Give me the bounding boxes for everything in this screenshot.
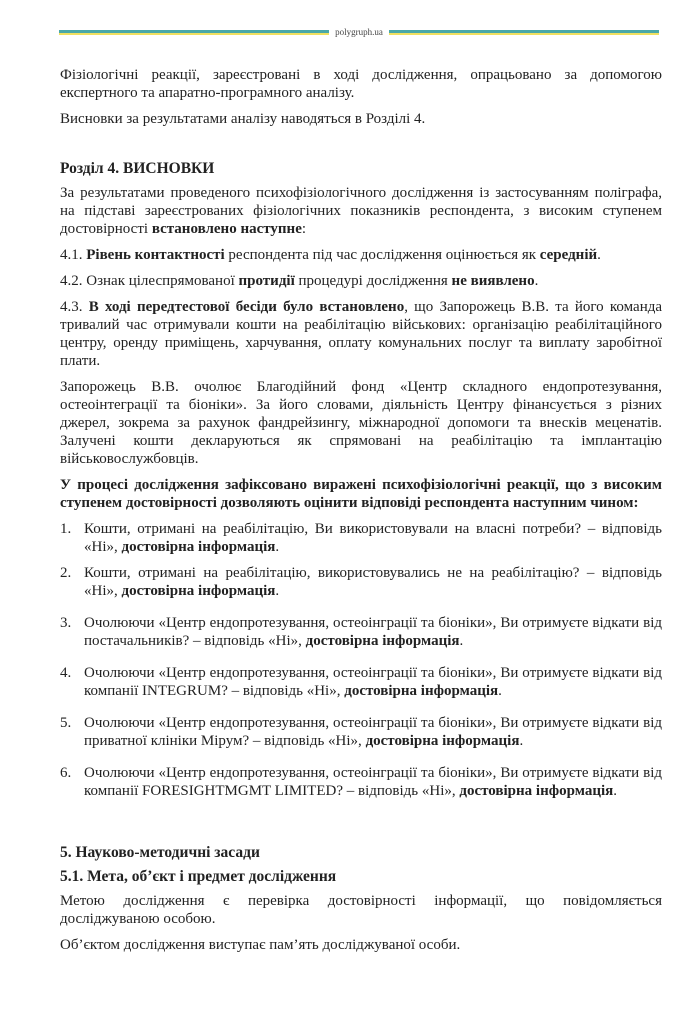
list-item: 2. Кошти, отримані на реабілітацію, використовувались не на реабілітацію? – відповідь «Ні», достовірна інформація.: [60, 565, 662, 599]
section5-subtitle: 5.1. Мета, об’єкт і предмет дослідження: [60, 868, 337, 885]
document-body: [60, 66, 662, 962]
list-item: 5. Очолюючи «Центр ендопротезування, остеоінграції та біоніки», Ви отримуєте відкати від приватної клініки Мірум? – відповідь «Ні», достовірна інформація.: [60, 715, 662, 749]
finding-4-3: 4.3. В ході передтестової бесіди було встановлено, що Запорожець В.В. та його команда тривалий час отримували кошти на реабілітацію військових: організацію реабілітаційного центру, оренду приміщень, харчування, оплату комунальних послуг та виплату заробітної плати.: [60, 299, 663, 369]
page-header: [59, 24, 659, 40]
list-item: 4. Очолюючи «Центр ендопротезування, остеоінграції та біоніки», Ви отримуєте відкати від компанії INTEGRUM? – відповідь «Ні», достовірна інформація.: [60, 665, 662, 699]
header-stripe-right: [389, 30, 659, 35]
question-list: [60, 520, 662, 800]
section4-title: Розділ 4. ВИСНОВКИ: [60, 160, 215, 177]
findings-summary: У процесі дослідження зафіксовано виражені психофізіологічні реакції, що з високим ступенем достовірності дозволяють оцінити відповіді респондента наступним чином:: [60, 477, 662, 511]
intro-paragraph-2: Висновки за результатами аналізу наводяться в Розділі 4.: [60, 111, 426, 127]
intro-paragraph-1: Фізіологічні реакції, зареєстровані в ході дослідження, опрацьовано за допомогою експертного та апаратно-програмного аналізу.: [60, 67, 662, 101]
list-item: 3. Очолюючи «Центр ендопротезування, остеоінграції та біоніки», Ви отримуєте відкати від постачальників? – відповідь «Ні», достовірна інформація.: [60, 615, 662, 649]
list-item: 1. Кошти, отримані на реабілітацію, Ви використовували на власні потреби? – відповідь «Ні», достовірна інформація.: [60, 521, 662, 555]
finding-4-1: 4.1. Рівень контактності респондента під час дослідження оцінюється як середній.: [60, 247, 601, 263]
finding-4-3-details: Запорожець В.В. очолює Благодійний фонд «Центр складного ендопротезування, остеоінтеграції та біоніки». За його словами, діяльність Центру фінансується з різних джерел, зокрема за рахунок фандрейзингу, міжнародної допомоги та внесків меценатів. Залучені кошти декларуються як спрямовані на реабілітацію та імплантацію військовослужбовців.: [60, 379, 662, 467]
section5-paragraph-2: Об’єктом дослідження виступає пам’ять досліджуваної особи.: [60, 937, 461, 953]
section5-paragraph-1: Метою дослідження є перевірка достовірності інформації, що повідомляється досліджуваною особою.: [60, 893, 662, 927]
section4-lead: За результатами проведеного психофізіологічного дослідження із застосуванням поліграфа, на підставі зареєстрованих фізіологічних показників респондента, з високим ступенем достовірності встановлено наступне:: [60, 185, 662, 237]
section5-title: 5. Науково-методичні засади: [60, 844, 260, 861]
list-item: 6. Очолюючи «Центр ендопротезування, остеоінграції та біоніки», Ви отримуєте відкати від компанії FORESIGHTMGMT LIMITED? – відповідь «Ні», достовірна інформація.: [60, 765, 662, 799]
finding-4-2: 4.2. Ознак цілеспрямованої протидії процедурі дослідження не виявлено.: [60, 273, 539, 289]
header-stripe-left: [59, 30, 329, 35]
site-name: polygruph.ua: [335, 27, 383, 37]
